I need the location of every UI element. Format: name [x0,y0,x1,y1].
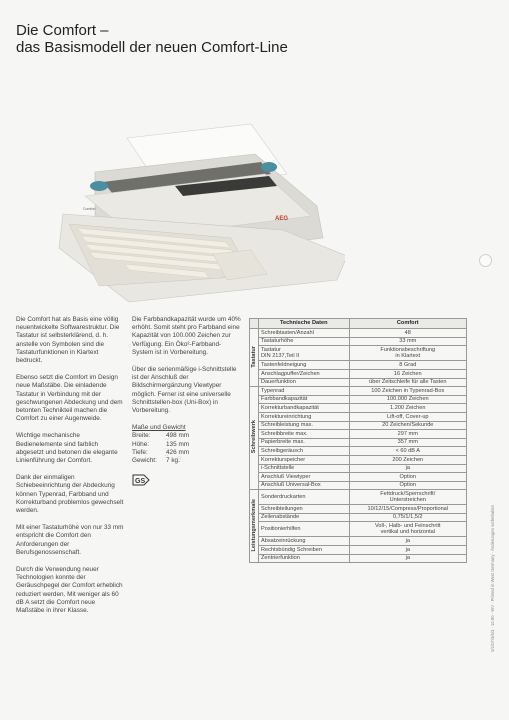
gs-certification-icon [132,473,150,487]
specs-value: 0,75/1/1,5/2 [349,513,466,522]
specs-row [250,438,467,447]
specs-label: Zentrierfunktion [259,554,350,563]
specs-row [250,464,467,473]
paragraph: Wichtige mechanische Bedienelemente sind farblich abgesetzt und betonen die elegante Linienführung der Comfort. [16,432,118,465]
specs-row [250,404,467,413]
specs-header-label: Technische Daten [259,319,350,329]
measure-key: Breite: [132,432,151,440]
specs-value: Fettdruck/Sperrschrift/ Unterstreichen [349,490,466,505]
measure-value: 135 mm [166,440,190,448]
specs-row [250,430,467,439]
specs-value: ja [349,554,466,563]
specs-row [250,337,467,346]
measures-heading: Maße und Gewicht [132,424,186,432]
specs-value: 100.000 Zeichen [349,395,466,404]
specs-row [250,412,467,421]
text-column-2 [132,316,242,490]
specs-row [250,455,467,464]
svg-text:GS: GS [135,478,146,486]
paragraph: Die Farbbandkapazität wurde um 40% erhöht. Somit steht pro Farbband eine Kapazität von 100.000 Zeichen zur Verfügung. Ein Öko²-Farbband-System ist in Vorbereitung. [132,316,241,356]
specs-label: Tastatur DIN 2137,Teil II [259,346,350,361]
specs-row [250,447,467,456]
specs-header-value: Comfort [349,319,466,329]
text-column-1 [16,316,124,624]
specs-value: 1.200 Zeichen [349,404,466,413]
specs-label: Farbbandkapazität [259,395,350,404]
specs-label: Anschlagpuffer/Zeichen [259,369,350,378]
specs-value: ja [349,464,466,473]
specs-label: Korrekturbandkapazität [259,404,350,413]
specs-label: Anschluß Universal-Box [259,481,350,490]
specs-value: 297 mm [349,430,466,439]
specs-row [250,361,467,370]
specs-value: 100 Zeichen in Typenrad-Box [349,387,466,396]
specs-row [250,395,467,404]
specs-label: Dauerfunktion [259,378,350,387]
specs-group-label [250,387,259,490]
svg-text:Comfort: Comfort [83,207,96,211]
specs-row [250,537,467,546]
specs-label: Typenrad [259,387,350,396]
specs-row [250,554,467,563]
specs-value: Funktionsbeschriftung in Klartext [349,346,466,361]
paragraph: Über die serienmäßige i-Schnittstelle ist der Anschluß der Bildschirmergänzung Viewtyper möglich. Ferner ist eine universelle Schnittstellen-box (Uni-Box) in Vorbereitung. [132,366,237,415]
specs-label: Schreibgeräusch [259,447,350,456]
measure-key: Tiefe: [132,448,148,456]
specs-label: i-Schnittstelle [259,464,350,473]
specs-label: Schreibtasten/Anzahl [259,329,350,338]
specs-row [250,546,467,555]
specs-label: Rechtsbündig Schreiben [259,546,350,555]
specs-group-label [250,490,259,563]
paragraph: Mit einer Tastaturhöhe von nur 33 mm entspricht die Comfort den Anforderungen der Berufsgenossenschaft. [16,524,124,556]
specs-row [250,473,467,482]
specs-label: Positionierhilfen [259,522,350,537]
paragraph: Ebenso setzt die Comfort im Design neue Maßstäbe. Die einladende Tastatur in Verbindung mit der geschwungenen Abdeckung und dem betonten Technikteil machen die Comfort zu einer Augenweide. [16,374,123,423]
title-line-2: das Basismodell der neuen Comfort-Line [16,39,288,56]
specs-label: Sonderdruckarten [259,490,350,505]
specs-row [250,522,467,537]
brand-logo: AEG [275,216,289,222]
specs-row [250,481,467,490]
paragraph: Durch die Verwendung neuer Technologien konnte der Geräuschpegel der Comfort erheblich reduziert werden. Mit weniger als 60 dB A setzt die Comfort neue Maßstäbe in ihrer Klasse. [16,566,123,615]
specs-value: Voll-, Halb- und Feinschritt vertikal und horizontal [349,522,466,537]
specs-label: Schreibleistung max. [259,421,350,430]
paragraph: Dank der einmaligen Schiebeeinrichtung der Abdeckung können Typenrad, Farbband und Korrekturband problemlos gewechselt werden. [16,474,124,515]
specs-group-name: Schreibwerk [250,420,257,454]
specs-label: Tastenfeldneigung [259,361,350,370]
specs-table [249,318,467,563]
specs-value: ja [349,546,466,555]
specs-row [250,346,467,361]
specs-label: Anschluß Viewtyper [259,473,350,482]
specs-label: Tastaturhöhe [259,337,350,346]
measure-value: 7 kg. [166,457,180,465]
specs-label: Zeilenabstände [259,513,350,522]
specs-group-header [250,319,259,329]
specs-value: 8 Grad [349,361,466,370]
measure-value: 498 mm [166,432,190,440]
specs-value: 48 [349,329,466,338]
specs-label: Schreibteilungen [259,505,350,514]
measure-key: Höhe: [132,440,150,448]
specs-label: Korrekturspeicher [259,455,350,464]
paragraph: Die Comfort hat als Basis eine völlig neuentwickelte Softwarestruktur. Die Tastatur ist selbsterklärend, d. h. anstelle von Symbolen sind die Tastaturfunktionen in Klartext bedruckt. [16,316,120,365]
punch-hole [479,254,492,267]
specs-value: Option [349,473,466,482]
specs-value: ja [349,537,466,546]
specs-group-name: Tastatur [250,345,257,368]
specs-value: Option [349,481,466,490]
specs-label: Schreibbreite max. [259,430,350,439]
specs-row [250,421,467,430]
specs-value: 33 mm [349,337,466,346]
specs-row [250,505,467,514]
specs-value: 357 mm [349,438,466,447]
specs-group-label [250,329,259,387]
specs-group-name: Leistungsmerkmale [250,498,257,552]
specs-value: 20 Zeichen/Sekunde [349,421,466,430]
specs-row [250,490,467,505]
specs-value: < 60 dB A [349,447,466,456]
specs-value: über Zeitschleife für alle Tasten [349,378,466,387]
typewriter-image [55,120,345,310]
measure-key: Gewicht: [132,457,157,465]
title-line-1: Die Comfort – [16,22,109,39]
specs-row [250,369,467,378]
specs-row [250,513,467,522]
page-title [16,22,288,56]
specs-row [250,378,467,387]
specs-value: 10/12/15/Compress/Proportional [349,505,466,514]
specs-label: Absatzeinrückung [259,537,350,546]
specs-header-row [250,319,467,329]
measures-list [132,432,242,465]
specs-label: Papierbreite max. [259,438,350,447]
specs-label: Korrektureinrichtung [259,412,350,421]
measure-value: 426 mm [166,448,190,456]
specs-value: Lift-off, Cover-up [349,412,466,421]
specs-row [250,329,467,338]
specs-value: 16 Zeichen [349,369,466,378]
specs-value: 200 Zeichen [349,455,466,464]
specs-row [250,387,467,396]
print-note: 5/1/07/3/6/3 · 10.90 · WV · Printed in West Germany · Änderungen vorbehalten [490,505,495,652]
